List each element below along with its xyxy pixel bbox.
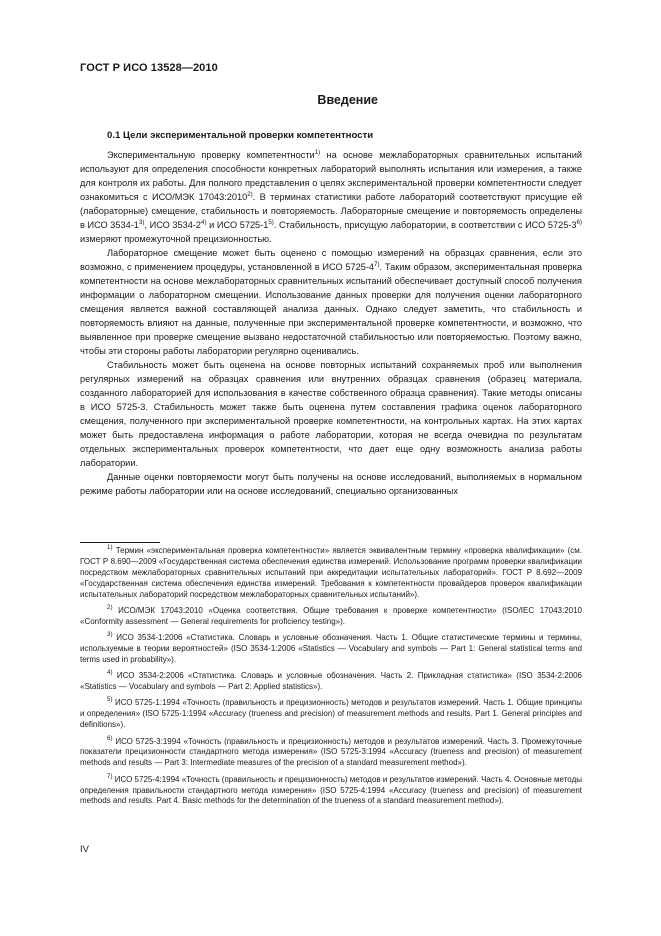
footnote-separator (80, 542, 160, 543)
footnote-ref-1: 1) (314, 149, 321, 156)
footnote-ref-4: 4) (201, 219, 207, 226)
introduction-title: Введение (317, 93, 378, 107)
footnote-ref-2: 2) (247, 191, 253, 198)
paragraph-2-text-1: Лабораторное смещение может быть оценено с помощью измерений на образцах сравнения, если это возможно, с применением процедуры, установленной в ИСО 5725-4 (80, 248, 582, 272)
footnote-ref-6: 6) (576, 219, 582, 226)
page-number: IV (80, 844, 89, 855)
body-text (80, 148, 582, 498)
section-heading: 0.1 Цели экспериментальной проверки компетентности (107, 130, 374, 141)
document-code-header: ГОСТ Р ИСО 13528—2010 (80, 62, 218, 74)
footnote-text: ИСО/МЭК 17043:2010 «Оценка соответствия. Общие требования к проверке компетентности» (ISO/IEC 17043:2010 «Conformity assessment — General requirements for proficiency testing»). (80, 605, 582, 626)
paragraph-1 (80, 148, 582, 246)
footnote-ref-5: 5) (268, 219, 274, 226)
paragraph-2-text-2: . Таким образом, экспериментальная проверка компетентности на основе межлабораторных сравнительных испытаний обеспечивает доступный способ получения информации о лабораторном смещении. Использование данных проверки для получения оценки лабораторного смещения является важной составляющей анализа данных. Однако следует заметить, что стабильность и повторяемость влияют на данные, полученные при экспериментальной проверке компетентности, и возможно, что выявленное при проверке смещение вызвано недостаточной стабильностью или повторяемостью. Поэтому важно, чтобы эти стороны работы лаборатории регулярно оценивались. (80, 262, 582, 356)
footnote-2 (80, 603, 582, 628)
footnote-ref-7: 7) (374, 261, 380, 268)
footnotes (80, 546, 582, 813)
footnote-5 (80, 698, 582, 731)
paragraph-1-text-7: измеряют промежуточной прецизионностью. (80, 234, 272, 244)
footnote-text: ИСО 3534-1:2006 «Статистика. Словарь и условные обозначения. Часть 1. Общие статистические термины и термины, используемые в теории вероятностей» (ISO 3534-1:2006 «Statistics — Vocabulary and symbols — Part 1: General statistical terms and terms used in probability»). (80, 633, 582, 664)
footnote-text: ИСО 5725-1:1994 «Точность (правильность и прецизионность) методов и результатов измерений. Часть 1. Общие принципы и определения» (ISO 5725-1:1994 «Accuracy (trueness and precision) of measurement methods and results. Part 1. General principles and definitions»). (80, 698, 582, 730)
footnote-mark: 5) (107, 696, 113, 704)
paragraph-1-text-4: , ИСО 3534-2 (144, 220, 202, 230)
footnote-mark: 1) (107, 544, 113, 551)
footnote-mark: 3) (107, 631, 113, 639)
footnote-text: Термин «экспериментальная проверка компетентности» является эквивалентным термину «проверка квалификации» (см. ГОСТ Р 8.690—2009 «Государственная система обеспечения единства измерений. Использование программ проверки квалификации посредством межлабораторных сравнительных испытаний при аккредитации испытательных лабораторий». ГОСТ Р 8.692—2009 «Государственная система обеспечения единства измерений. Требования к компетентности провайдеров проверок квалификации испытательных лабораторий посредством межлабораторных сравнительных испытаний»). (80, 546, 582, 599)
footnote-6 (80, 734, 582, 770)
paragraph-1-text-3: . В терминах статистики работе лабораторий соответствуют присущие ей (лабораторные) смещение, стабильность и повторяемость. Лабораторные смещение и повторяемость определены в ИСО 3534-1 (80, 192, 582, 230)
footnote-7 (80, 772, 582, 808)
paragraph-2 (80, 246, 582, 358)
footnote-mark: 4) (107, 669, 113, 677)
paragraph-1-text-5: и ИСО 5725-1 (206, 220, 269, 230)
footnote-text: ИСО 5725-3:1994 «Точность (правильность и прецизионность) методов и результатов измерений. Часть 3. Промежуточные показатели прецизионности стандартного метода измерения» (ISO 5725-3:1994 «Accuracy (trueness and precision) of measurement methods and results — Part 3: Intermediate measures of the precision of a standard measurement method»). (80, 736, 582, 768)
footnote-1 (80, 546, 582, 601)
footnote-ref-3: 3) (138, 219, 145, 226)
footnote-text: ИСО 5725-4:1994 «Точность (правильность и прецизионность) методов и результатов измерений. Часть 4. Основные методы определения правильности стандартного метода измерения» (ISO 5725-4:1994 «Accuracy (trueness and precision) of measurement methods and results. Part 4. Basic methods for the determination of the trueness of a standard measurement method»). (80, 774, 582, 806)
footnote-mark: 6) (107, 734, 113, 742)
footnote-4 (80, 671, 582, 693)
paragraph-1-text-2: на основе межлабораторных сравнительных испытаний используют для определения способности конкретных лабораторий выполнять испытания или измерения, а также для контроля их работы. Для полного представления о целях экспериментальной проверки компетентности следует ознакомиться с ИСО/МЭК 17043:2010 (80, 150, 582, 202)
paragraph-1-text-6: . Стабильность, присущую лаборатории, в соответствии с ИСО 5725-3 (273, 220, 577, 230)
footnote-mark: 2) (107, 603, 113, 611)
paragraph-4: Данные оценки повторяемости могут быть получены на основе исследований, выполняемых в нормальном режиме работы лаборатории или на основе исследований, специально организованных (80, 472, 582, 496)
paragraph-1-text-1: Экспериментальную проверку компетентности (107, 150, 315, 160)
introduction-title-row (0, 93, 661, 107)
footnote-text: ИСО 3534-2:2006 «Статистика. Словарь и условные обозначения. Часть 2. Прикладная статистика» (ISO 3534-2:2006 «Statistics — Vocabulary and symbols — Part 2: Applied statistics»). (80, 671, 582, 692)
footnote-3 (80, 633, 582, 666)
footnote-mark: 7) (107, 772, 113, 780)
paragraph-3: Стабильность может быть оценена на основе повторных испытаний сохраняемых проб или выполнения регулярных измерений на образцах сравнения или внутренних образцах сравнения (образец материала, созданного лабораторией для использования в качестве собственного образца сравнения). Такие методы описаны в ИСО 5725-3. Стабильность может также быть оценена путем составления графика оценок лабораторного смещения, полученного при экспериментальной проверке компетентности, на контрольных картах. На этих картах может быть предоставлена информация о работе лаборатории, которая не всегда очевидна по результатам отдельных экспериментальных проверок компетентности, что дает еще одну возможность анализа работы лаборатории. (80, 360, 582, 468)
